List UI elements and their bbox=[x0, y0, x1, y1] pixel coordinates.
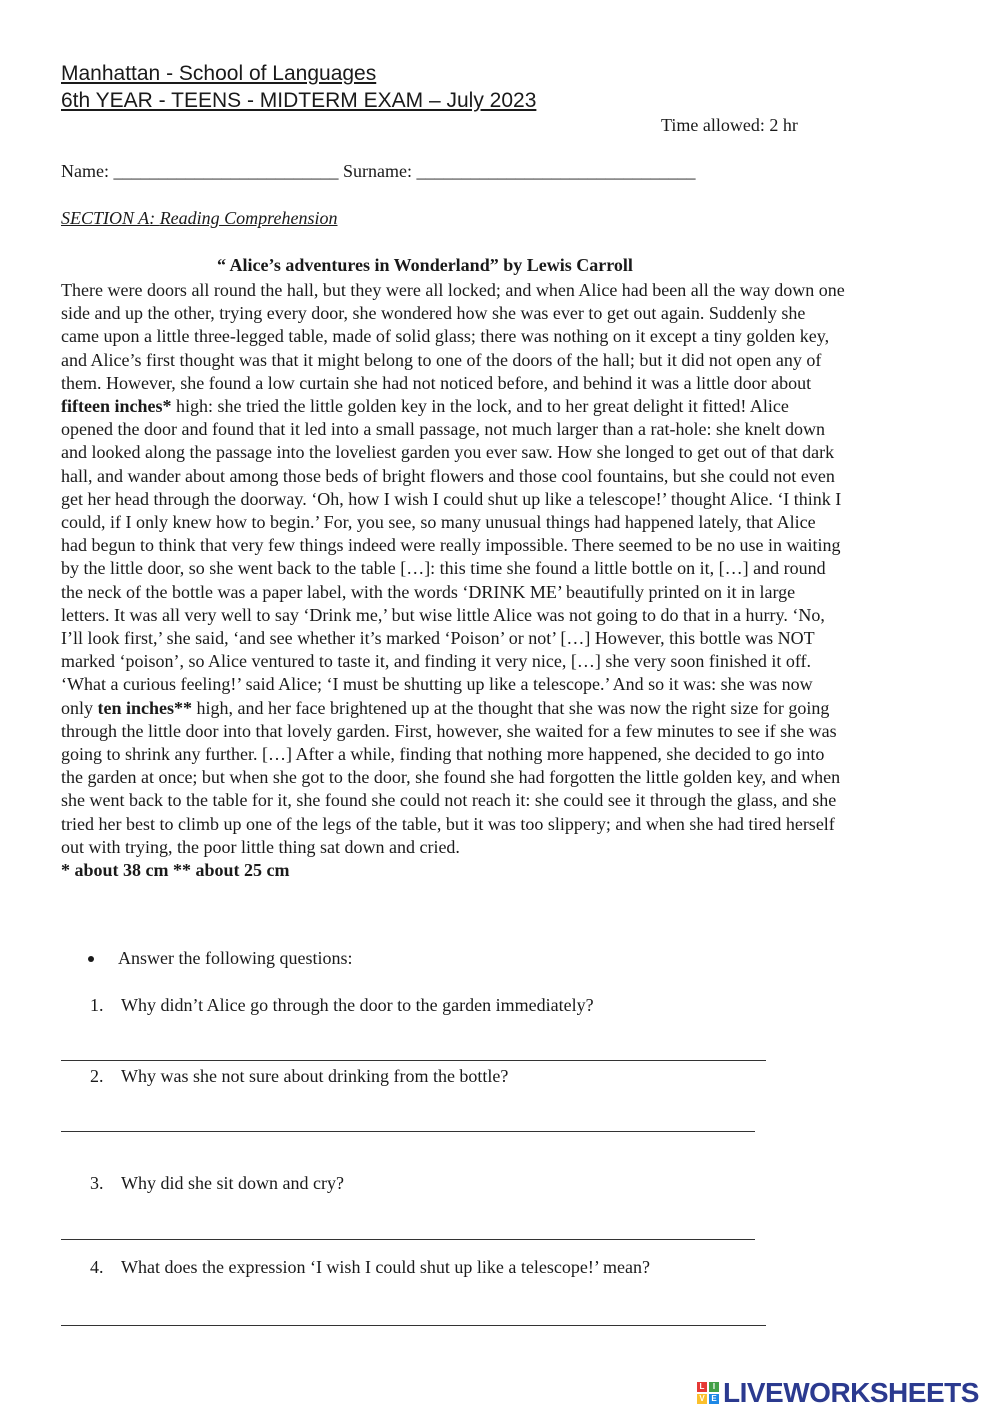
question-number: 2. bbox=[90, 1066, 104, 1086]
section-heading bbox=[61, 208, 338, 229]
logo-blocks-icon bbox=[697, 1382, 719, 1404]
passage-line: through the little door into that lovely garden. First, however, she waited for a few minutes to see if she was bbox=[61, 720, 837, 741]
passage-line: letters. It was all very well to say ‘Drink me,’ but wise little Alice was not going to do that in a hurry. ‘No, bbox=[61, 604, 825, 625]
fifteen-inches-term: fifteen inches* bbox=[61, 396, 172, 417]
instruction-text: Answer the following questions: bbox=[118, 948, 353, 968]
logo-text: LIVEWORKSHEETS bbox=[723, 1377, 979, 1408]
exam-title: 6th YEAR - TEENS - MIDTERM EXAM – July 2023 bbox=[61, 89, 537, 112]
passage-line: hall, and wander about among those beds of bright flowers and those cool fountains, but she could not even bbox=[61, 465, 835, 486]
answer-line-2[interactable] bbox=[61, 1131, 755, 1132]
answer-line-3[interactable] bbox=[61, 1239, 755, 1240]
reading-passage bbox=[61, 279, 941, 882]
passage-title: “ Alice’s adventures in Wonderland” by Lewis Carroll bbox=[217, 255, 633, 275]
section-letter: SECTION A bbox=[61, 208, 150, 228]
time-allowed: Time allowed: 2 hr bbox=[661, 115, 798, 135]
passage-line: the neck of the bottle was a paper label, with the words ‘DRINK ME’ beautifully printed on it in large bbox=[61, 581, 796, 602]
section-name: Reading Comprehension bbox=[159, 208, 338, 228]
passage-line: had begun to think that very few things indeed were really impossible. There seemed to be no use in waiting bbox=[61, 535, 841, 556]
passage-line: side and up the other, trying every door, she wondered how she was ever to get out again. Suddenly she bbox=[61, 303, 806, 324]
section-separator: : bbox=[149, 208, 160, 228]
question-text: What does the expression ‘I wish I could shut up like a telescope!’ mean? bbox=[121, 1257, 650, 1277]
question-text: Why did she sit down and cry? bbox=[121, 1173, 344, 1193]
passage-line bbox=[61, 395, 941, 418]
liveworksheets-logo bbox=[697, 1377, 979, 1409]
logo-block: E bbox=[709, 1394, 719, 1404]
passage-line: going to shrink any further. […] After a while, finding that nothing more happened, she decided to go into bbox=[61, 744, 825, 765]
passage-line-rest: high, and her face brightened up at the thought that she was now the right size for going bbox=[192, 697, 830, 718]
passage-line: I’ll look first,’ she said, ‘and see whether it’s marked ‘Poison’ or not’ […] However, this bottle was NOT bbox=[61, 628, 815, 649]
passage-line: them. However, she found a low curtain she had not noticed before, and behind it was a little door about bbox=[61, 372, 812, 393]
passage-line: she went back to the table for it, she found she could not reach it: she could see it through the glass, and she bbox=[61, 790, 837, 811]
passage-line: ‘What a curious feeling!’ said Alice; ‘I must be shutting up like a telescope.’ And so it was: she was now bbox=[61, 674, 813, 695]
question-number: 3. bbox=[90, 1173, 104, 1193]
question-4 bbox=[90, 1257, 650, 1278]
footnote: * about 38 cm ** about 25 cm bbox=[61, 860, 290, 881]
passage-line: get her head through the doorway. ‘Oh, how I wish I could shut up like a telescope!’ thought Alice. ‘I think I bbox=[61, 488, 842, 509]
passage-line-rest: high: she tried the little golden key in the lock, and to her great delight it fitted! Alice bbox=[171, 396, 789, 417]
passage-line-pre: only bbox=[61, 697, 98, 718]
logo-block: I bbox=[709, 1382, 719, 1392]
school-name: Manhattan - School of Languages bbox=[61, 62, 377, 85]
question-3 bbox=[90, 1173, 344, 1194]
passage-line: the garden at once; but when she got to the door, she found she had forgotten the little golden key, and when bbox=[61, 767, 841, 788]
question-text: Why didn’t Alice go through the door to the garden immediately? bbox=[121, 995, 594, 1015]
answer-line-4[interactable] bbox=[61, 1325, 766, 1326]
passage-line: by the little door, so she went back to the table […]: this time she found a little bottle on it, […] and round bbox=[61, 558, 826, 579]
passage-line: There were doors all round the hall, but they were all locked; and when Alice had been all the way down one bbox=[61, 280, 845, 300]
passage-line: and looked along the passage into the loveliest garden you ever saw. How she longed to get out of that dark bbox=[61, 442, 835, 463]
bullet-icon bbox=[88, 956, 94, 962]
passage-line: out with trying, the poor little thing sat down and cried. bbox=[61, 836, 460, 857]
passage-line: tried her best to climb up one of the legs of the table, but it was too slippery; and when she had tired herself bbox=[61, 813, 835, 834]
passage-line: and Alice’s first thought was that it might belong to one of the doors of the hall; but it did not open any of bbox=[61, 349, 822, 370]
logo-block: V bbox=[697, 1394, 707, 1404]
passage-line: opened the door and found that it led into a small passage, not much larger than a rat-hole: she knelt down bbox=[61, 419, 825, 440]
question-1 bbox=[90, 995, 594, 1016]
question-number: 1. bbox=[90, 995, 104, 1015]
question-2 bbox=[90, 1066, 508, 1087]
passage-line: marked ‘poison’, so Alice ventured to taste it, and finding it very nice, […] she very soon finished it off. bbox=[61, 651, 811, 672]
logo-block: L bbox=[697, 1382, 707, 1392]
instruction bbox=[88, 948, 352, 969]
passage-line bbox=[61, 697, 941, 720]
passage-line: came upon a little three-legged table, made of solid glass; there was nothing on it except a tiny golden key, bbox=[61, 326, 830, 347]
answer-line-1[interactable] bbox=[61, 1060, 766, 1061]
question-text: Why was she not sure about drinking from the bottle? bbox=[121, 1066, 509, 1086]
question-number: 4. bbox=[90, 1257, 104, 1277]
passage-line: could, if I only knew how to begin.’ For, you see, so many unusual things had happened lately, that Alice bbox=[61, 512, 816, 533]
ten-inches-term: ten inches** bbox=[97, 697, 193, 718]
name-surname-field[interactable]: Name: _________________________ Surname: _______________________________ bbox=[61, 161, 696, 181]
